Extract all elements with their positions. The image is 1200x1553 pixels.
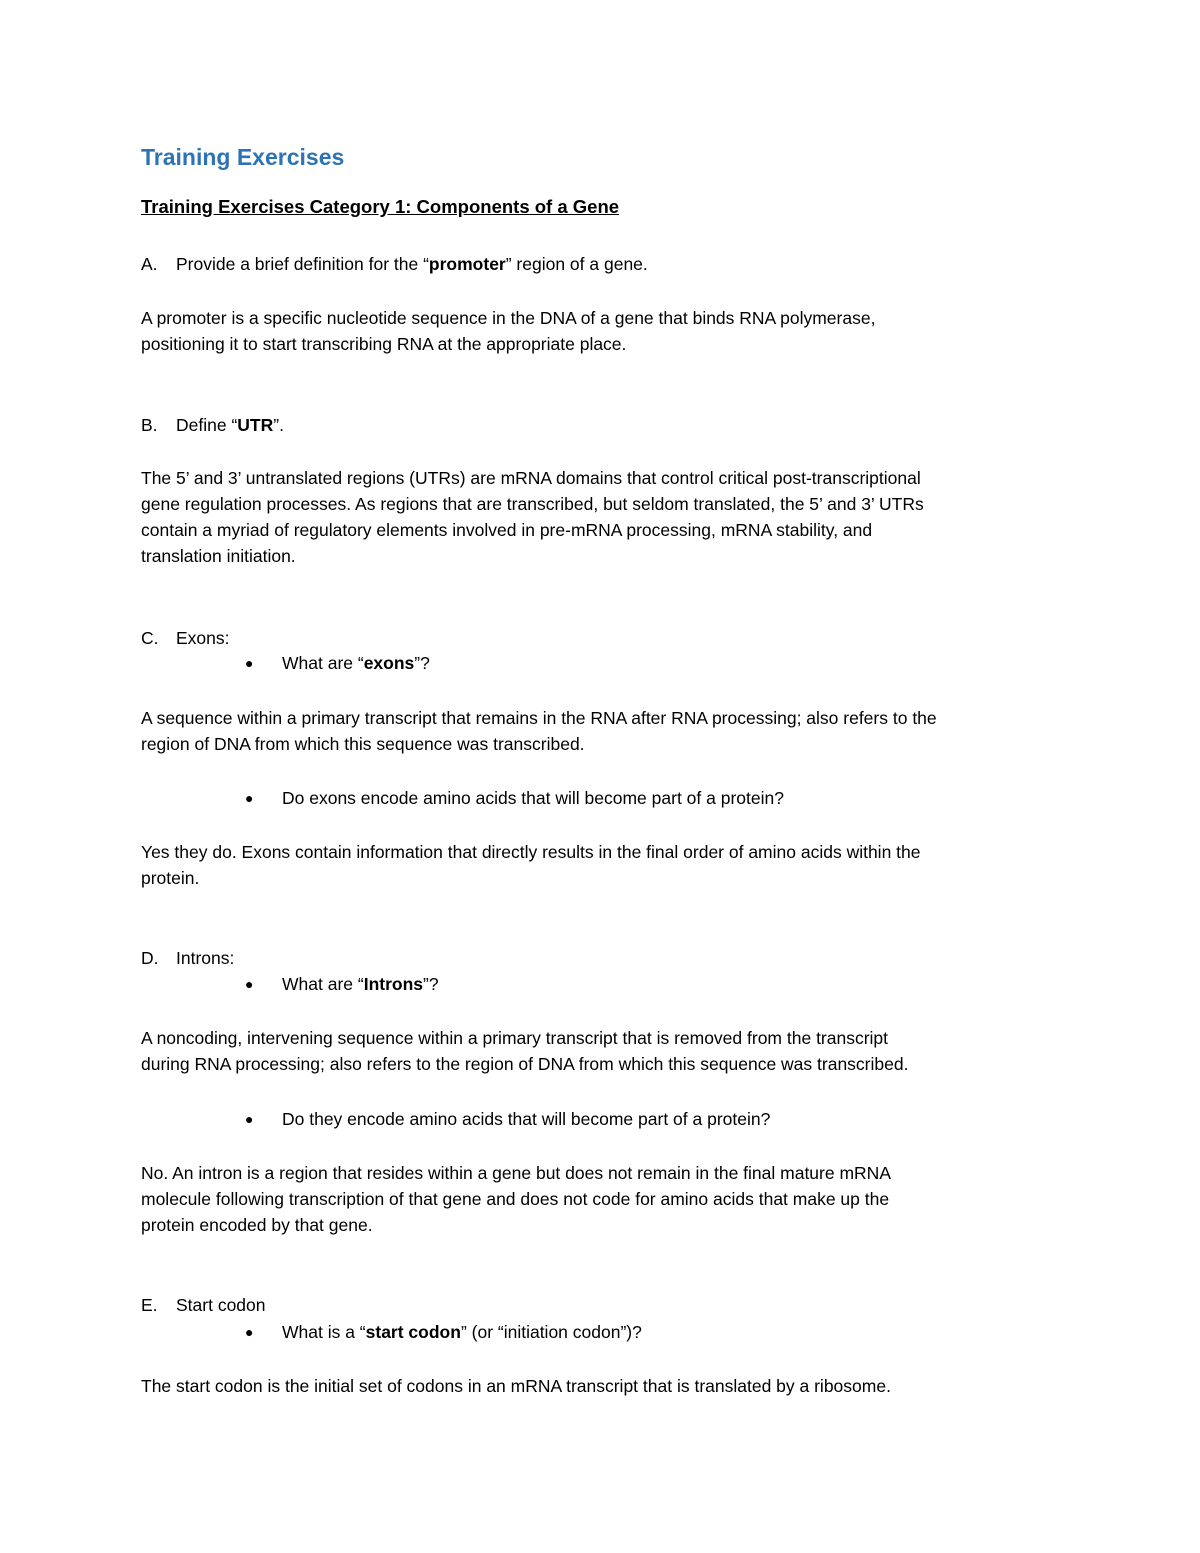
question-term: UTR — [237, 415, 274, 435]
answer-line: A noncoding, intervening sequence within a primary transcript that is removed from the transcript — [141, 1028, 889, 1048]
bullet-text-post: ”? — [414, 653, 430, 673]
question-text-pre: Provide a brief definition for the “ — [176, 254, 429, 274]
bullet-text-pre: What is a “ — [282, 1322, 366, 1342]
page-title: Training Exercises — [141, 144, 345, 170]
question-letter: A. — [141, 254, 158, 274]
question-letter: E. — [141, 1295, 158, 1315]
question-d — [141, 945, 234, 971]
bullet-icon: ● — [245, 976, 254, 992]
question-text-pre: Define “ — [176, 415, 238, 435]
answer-line: during RNA processing; also refers to the region of DNA from which this sequence was transcribed. — [141, 1054, 909, 1074]
question-b — [141, 412, 284, 438]
answer-line: positioning it to start transcribing RNA at the appropriate place. — [141, 334, 627, 354]
bullet-term: exons — [363, 653, 415, 673]
bullet-item — [245, 1319, 642, 1345]
bullet-item — [245, 971, 439, 997]
question-term: promoter — [428, 254, 506, 274]
answer-line: A sequence within a primary transcript that remains in the RNA after RNA processing; also refers to the — [141, 708, 937, 728]
bullet-text-post: ” (or “initiation codon”)? — [460, 1322, 642, 1342]
answer-line: gene regulation processes. As regions that are transcribed, but seldom translated, the 5’ and 3’ UTRs — [141, 494, 924, 514]
bullet-icon: ● — [245, 655, 254, 671]
answer-line: protein encoded by that gene. — [141, 1215, 373, 1235]
bullet-icon: ● — [245, 790, 254, 806]
bullet-text-pre: What are “ — [282, 653, 364, 673]
bullet-icon: ● — [245, 1111, 254, 1127]
question-a — [141, 251, 648, 277]
answer-line: Yes they do. Exons contain information that directly results in the final order of amino acids within the — [141, 842, 921, 862]
bullet-item — [245, 1106, 770, 1132]
answer-line: protein. — [141, 868, 200, 888]
bullet-text-pre: What are “ — [282, 974, 364, 994]
bullet-icon: ● — [245, 1324, 254, 1340]
question-letter: D. — [141, 948, 159, 968]
answer-line: No. An intron is a region that resides within a gene but does not remain in the final mature mRNA — [141, 1163, 891, 1183]
question-text-post: ”. — [273, 415, 284, 435]
question-c — [141, 625, 230, 651]
category-heading: Training Exercises Category 1: Components of a Gene — [141, 196, 620, 217]
bullet-term: Introns — [363, 974, 424, 994]
question-heading: Start codon — [176, 1295, 266, 1315]
answer-line: region of DNA from which this sequence was transcribed. — [141, 734, 585, 754]
question-text-post: ” region of a gene. — [505, 254, 648, 274]
answer-line: molecule following transcription of that gene and does not code for amino acids that make up the — [141, 1189, 890, 1209]
question-letter: C. — [141, 628, 159, 648]
question-letter: B. — [141, 415, 158, 435]
bullet-term: start codon — [365, 1322, 461, 1342]
answer-line: translation initiation. — [141, 546, 296, 566]
bullet-item — [245, 785, 784, 811]
answer-line: The 5’ and 3’ untranslated regions (UTRs) are mRNA domains that control critical post-transcriptional — [141, 468, 921, 488]
bullet-item — [245, 650, 430, 676]
answer-line: The start codon is the initial set of codons in an mRNA transcript that is translated by a ribosome. — [141, 1376, 891, 1396]
question-heading: Exons: — [176, 628, 230, 648]
bullet-text-post: ”? — [423, 974, 439, 994]
bullet-text: Do exons encode amino acids that will become part of a protein? — [282, 788, 784, 808]
answer-line: contain a myriad of regulatory elements involved in pre-mRNA processing, mRNA stability, and — [141, 520, 873, 540]
bullet-text: Do they encode amino acids that will become part of a protein? — [282, 1109, 771, 1129]
answer-line: A promoter is a specific nucleotide sequence in the DNA of a gene that binds RNA polymerase, — [141, 308, 876, 328]
question-heading: Introns: — [176, 948, 235, 968]
question-e — [141, 1292, 266, 1318]
